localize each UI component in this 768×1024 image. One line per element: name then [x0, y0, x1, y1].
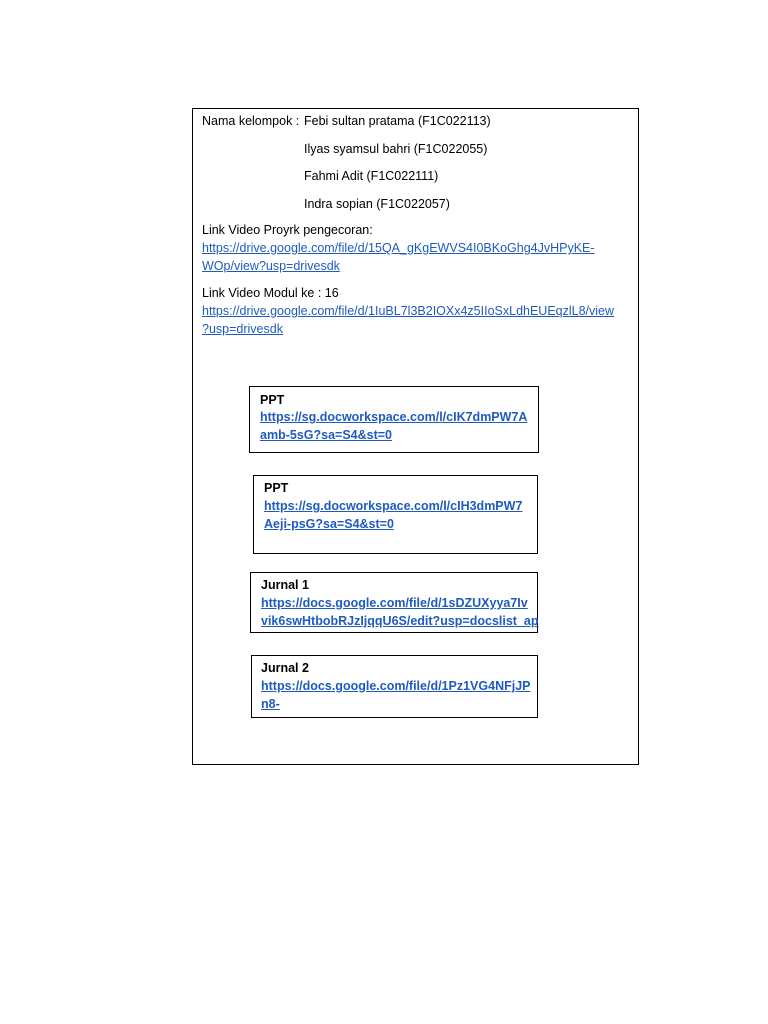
member-3: Fahmi Adit (F1C022111) [304, 169, 439, 183]
ppt-box-1-link[interactable]: https://sg.docworkspace.com/l/cIK7dmPW7A [260, 410, 528, 424]
ppt-box-1-link-cont[interactable]: amb-5sG?sa=S4&st=0 [260, 428, 393, 442]
member-1: Febi sultan pratama (F1C022113) [304, 114, 491, 128]
jurnal-box-2-link[interactable]: https://docs.google.com/file/d/1Pz1VG4NFjJP [261, 679, 531, 693]
video-project-link[interactable]: https://drive.google.com/file/d/15QA_gKgEWVS4I0BKoGhg4JvHPyKE- [202, 241, 595, 255]
jurnal-box-2-link-cont[interactable]: n8- [261, 697, 280, 711]
ppt-box-2-title: PPT [264, 481, 289, 495]
jurnal-box-1-title: Jurnal 1 [261, 578, 309, 592]
video-project-link-cont[interactable]: WOp/view?usp=drivesdk [202, 259, 340, 273]
video-project-label: Link Video Proyrk pengecoran: [202, 223, 373, 237]
member-4: Indra sopian (F1C022057) [304, 197, 450, 211]
video-module-link-cont[interactable]: ?usp=drivesdk [202, 322, 283, 336]
member-2: Ilyas syamsul bahri (F1C022055) [304, 142, 488, 156]
jurnal-box-2-title: Jurnal 2 [261, 661, 309, 675]
ppt-box-1-title: PPT [260, 393, 285, 407]
jurnal-box-1-link[interactable]: https://docs.google.com/file/d/1sDZUXyya7Iv [261, 596, 528, 610]
jurnal-box-1-link-cont[interactable]: vik6swHtbobRJzIjqqU6S/edit?usp=docslist_ap [261, 614, 539, 628]
video-module-link[interactable]: https://drive.google.com/file/d/1IuBL7l3B2IOXx4z5IIoSxLdhEUEqzlL8/view [202, 304, 615, 318]
group-label: Nama kelompok : [202, 114, 300, 128]
ppt-box-2-link[interactable]: https://sg.docworkspace.com/l/cIH3dmPW7 [264, 499, 523, 513]
ppt-box-2-link-cont[interactable]: Aeji-psG?sa=S4&st=0 [264, 517, 394, 531]
video-module-label: Link Video Modul ke : 16 [202, 286, 339, 300]
